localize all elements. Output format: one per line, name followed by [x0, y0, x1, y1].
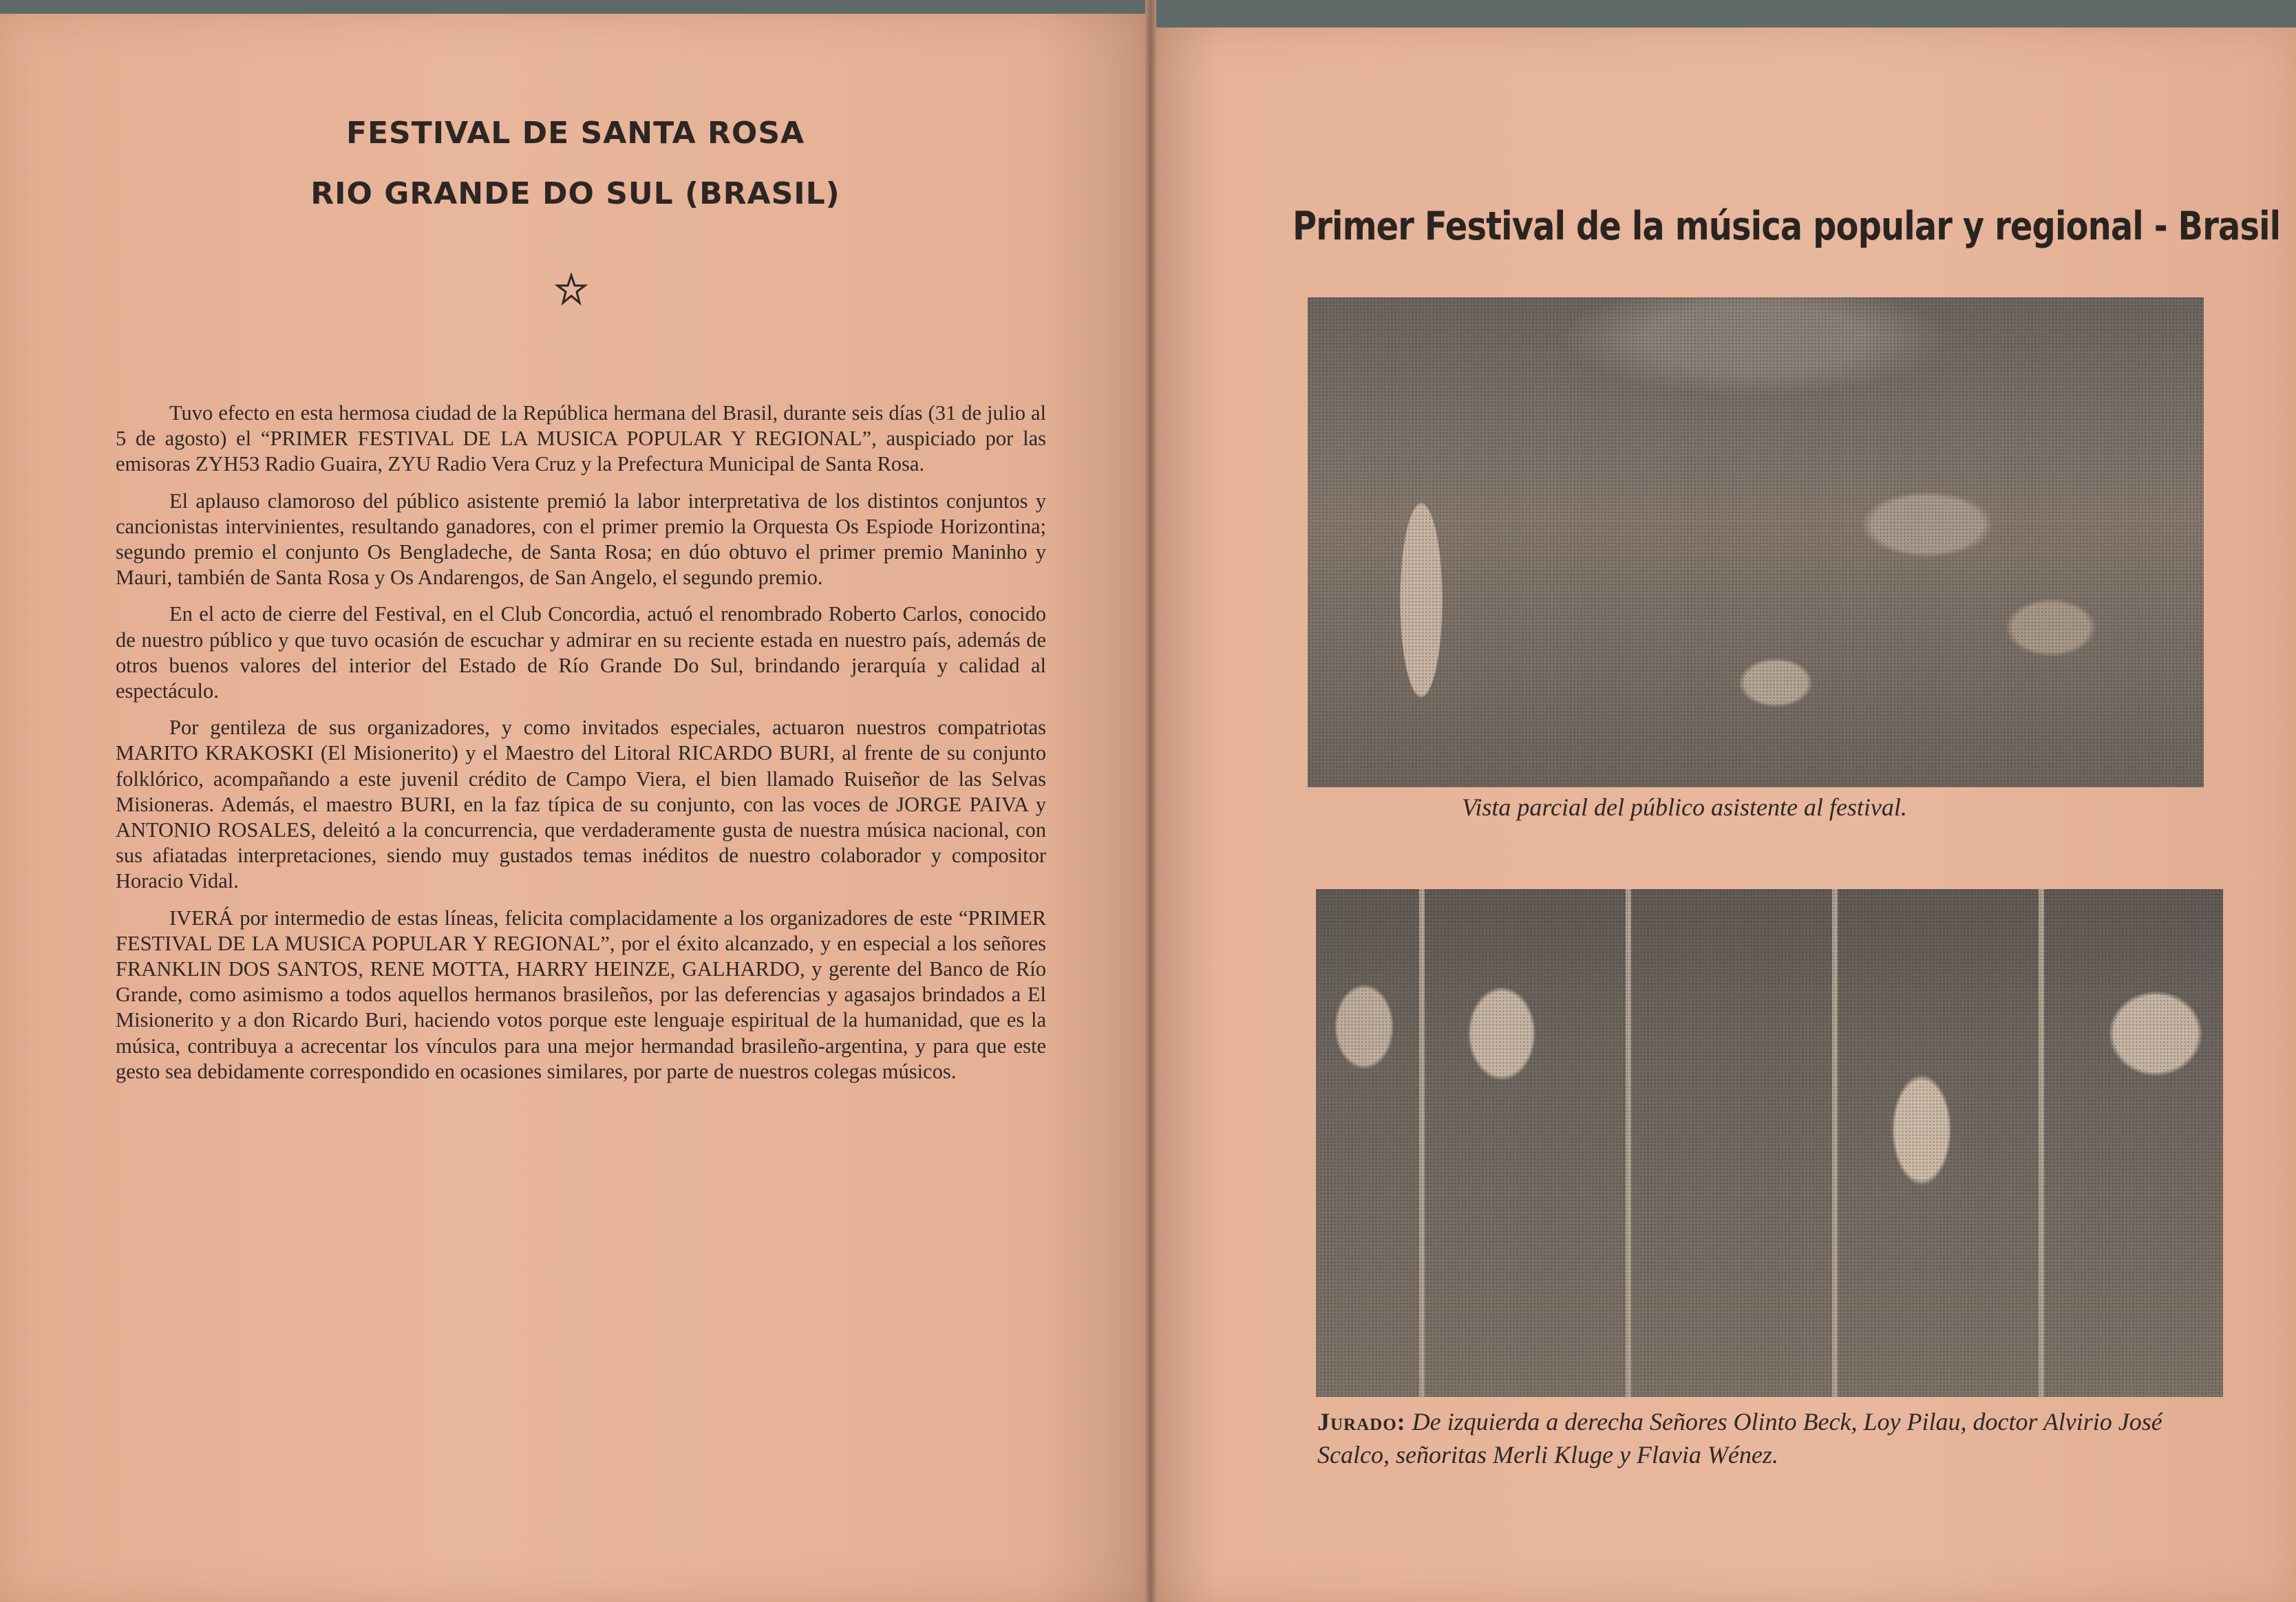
article-paragraph: Por gentileza de sus organizadores, y como invitados especiales, actuaron nuestros compatriotas MARITO KRAKOSKI (El Misionerito) y el Maestro del Litoral RICARDO BURI, al frente de su conjunto folklórico, acompañando a este juvenil crédito de Campo Viera, el bien llamado Ruiseñor de las Selvas Misioneras. Además, el maestro BURI, en la faz típica de su conjunto, con las voces de JORGE PAIVA y ANTONIO ROSALES, deleitó a la concurrencia, que verdaderamente gusta de nuestra música nacional, con sus afiatadas interpretaciones, siendo muy gustados temas inéditos de nuestro colaborador y compositor Horacio Vidal.	[116, 716, 1046, 893]
star-icon	[555, 273, 588, 306]
audience-photo-caption: Vista parcial del público asistente al festival.	[1462, 793, 1907, 821]
article-paragraph: El aplauso clamoroso del público asistente premió la labor interpretativa de los distintos conjuntos y cancionistas intervinientes, resultando ganadores, con el primer premio la Orquesta Os Espiode Horizontina; segundo premio el conjunto Os Bengladeche, de Santa Rosa; en dúo obtuvo el primer premio Maninho y Mauri, también de Santa Rosa y Os Andarengos, de San Angelo, el segundo premio.	[116, 489, 1046, 590]
article-paragraph: En el acto de cierre del Festival, en el Club Concordia, actuó el renombrado Roberto Carlos, conocido de nuestro público y que tuvo ocasión de escuchar y admirar en su reciente estada en nuestro país, además de otros buenos valores del interior del Estado de Río Grande Do Sul, brindando jerarquía y calidad al espectáculo.	[116, 602, 1046, 703]
article-paragraph: Tuvo efecto en esta hermosa ciudad de la República hermana del Brasil, durante seis días (31 de julio al 5 de agosto) el “PRIMER FESTIVAL DE LA MUSICA POPULAR Y REGIONAL”, auspiciado por las emisoras ZYH53 Radio Guaira, ZYU Radio Vera Cruz y la Prefectura Municipal de Santa Rosa.	[116, 401, 1046, 476]
caption-lead: Jurado:	[1317, 1408, 1406, 1435]
article-title: FESTIVAL DE SANTA ROSA	[346, 116, 805, 151]
article-body	[116, 400, 1046, 1096]
jury-photo-caption	[1317, 1405, 2240, 1471]
photo-page-headline: Primer Festival de la música popular y regional - Brasil	[1293, 204, 2281, 249]
article-subtitle: RIO GRANDE DO SUL (BRASIL)	[310, 176, 840, 211]
audience-photo	[1308, 297, 2204, 787]
article-paragraph: IVERÁ por intermedio de estas líneas, felicita complacidamente a los organizadores de este “PRIMER FESTIVAL DE LA MUSICA POPULAR Y REGIONAL”, por el éxito alcanzado, y en especial a los señores FRANKLIN DOS SANTOS, RENE MOTTA, HARRY HEINZE, GALHARDO, y gerente del Banco de Río Grande, como asimismo a todos aquellos hermanos brasileños, por las deferencias y agasajos brindados a El Misionerito y a don Ricardo Buri, haciendo votos porque este lenguaje espiritual de la humanidad, que es la música, contribuya a acrecentar los vínculos para una mejor hermandad brasileño-argentina, y para que este gesto sea debidamente correspondido en ocasiones similares, por parte de nuestros colegas músicos.	[116, 906, 1046, 1083]
caption-text: De izquierda a derecha Señores Olinto Beck, Loy Pilau, doctor Alvirio José Scalco, señoritas Merli Kluge y Flavia Wénez.	[1317, 1408, 2162, 1468]
jury-photo	[1316, 889, 2223, 1397]
book-gutter	[1145, 0, 1156, 1602]
